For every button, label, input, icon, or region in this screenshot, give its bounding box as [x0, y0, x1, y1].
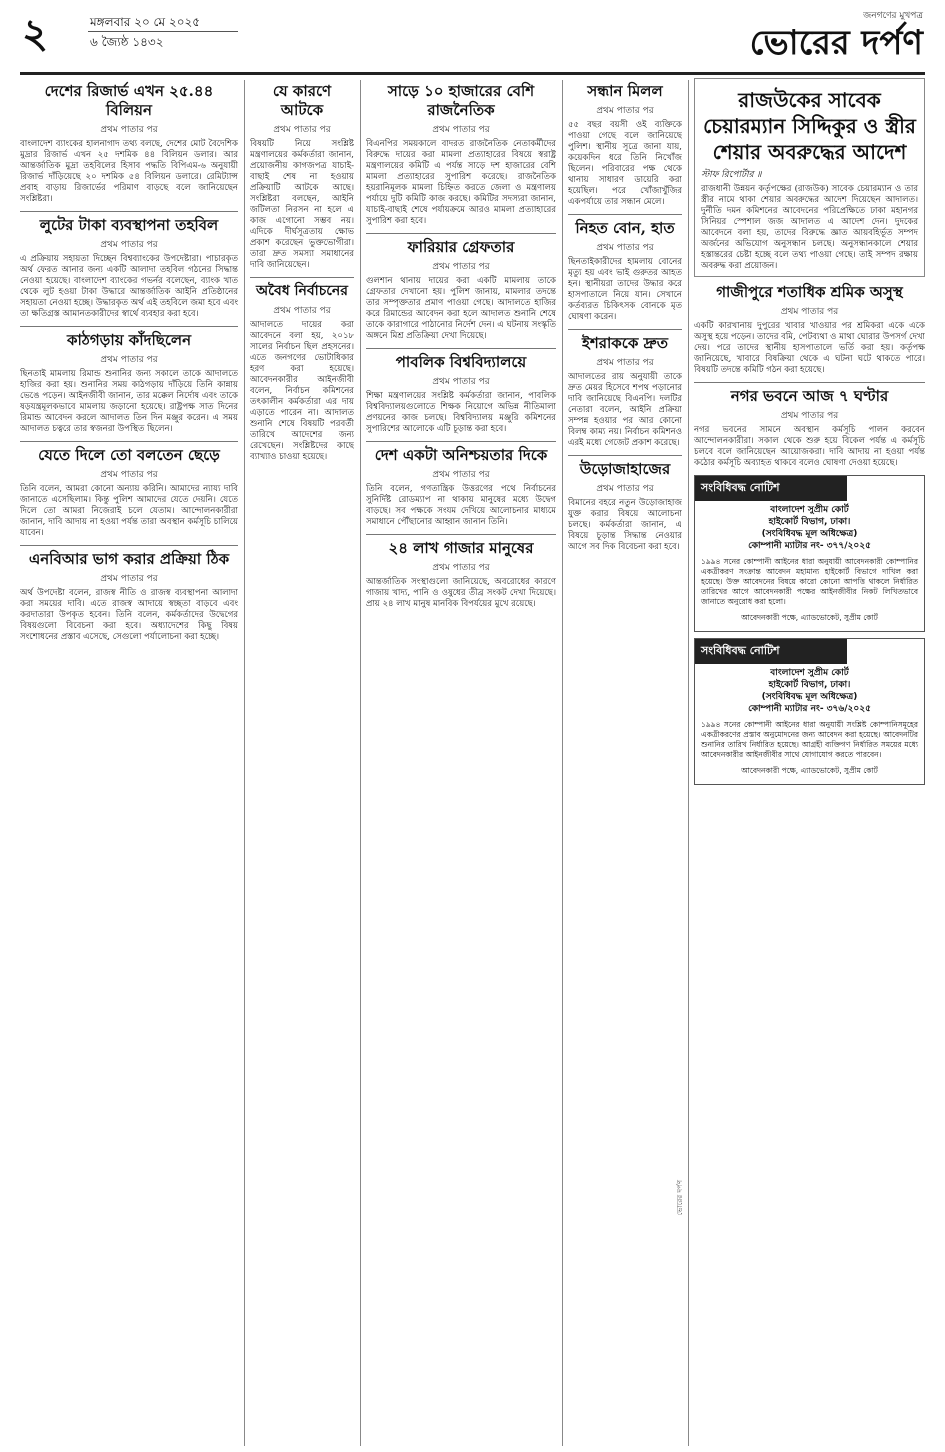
- continued-label: প্রথম পাতার পর: [432, 470, 490, 480]
- story-university[interactable]: [366, 353, 556, 435]
- notice-signature: আবেদনকারী পক্ষে, এ্যাডভোকেট, সুপ্রীম কোর্ট: [741, 766, 878, 775]
- statutory-notice[interactable]: [694, 475, 925, 632]
- headline: নিহত বোন, হাত: [575, 219, 675, 237]
- headline: ইশরাককে দ্রুত: [582, 334, 668, 352]
- continued-label: প্রথম পাতার পর: [432, 262, 490, 272]
- story-body: রাজধানী উন্নয়ন কর্তৃপক্ষের (রাজউক) সাবেক চেয়ারম্যান ও তার স্ত্রীর নামে থাকা শেয়ার অবরুদ্ধের আদেশ দিয়েছেন আদালত। দুর্নীতি দমন কমিশনের আবেদনের পরিপ্রেক্ষিতে ঢাকা মহানগর সিনিয়র স্পেশাল জজ আদালত এ আদেশ দেন। দুদকের আবেদনে বলা হয়, তাদের বিরুদ্ধে জ্ঞাত আয়বহির্ভূত সম্পদ অর্জনের অভিযোগ অনুসন্ধান চলছে। অনুসন্ধানকালে শেয়ার হস্তান্তরের চেষ্টা হচ্ছে বলে তথ্য পাওয়া গেছে। তাই সম্পদ রক্ষায় অবরুদ্ধ করা প্রয়োজন।: [701, 184, 918, 271]
- column-5: [694, 78, 925, 1444]
- column-divider: [360, 80, 361, 1446]
- story-body: আদালতের রায় অনুযায়ী তাকে দ্রুত মেয়র হিসেবে শপথ পড়ানোর দাবি জানিয়েছে বিএনপি। দলটির নেতারা বলেন, আইনি প্রক্রিয়া সম্পন্ন হওয়ার পর আর কোনো বিলম্ব কাম্য নয়। নির্বাচন কমিশনও এরই মধ্যে গেজেট প্রকাশ করেছে।: [568, 372, 682, 448]
- story-faria[interactable]: [366, 238, 556, 342]
- statutory-notice[interactable]: [694, 638, 925, 785]
- story-body: তিনি বলেন, গণতান্ত্রিক উত্তরণের পথে নির্বাচনের সুনির্দিষ্ট রোডম্যাপ না থাকায় মানুষের মধ্যে উদ্বেগ বাড়ছে। সব পক্ষকে সংযম দেখিয়ে আলোচনার মাধ্যমে সমাধানে পৌঁছানোর আহ্বান জানান তিনি।: [366, 484, 556, 527]
- column-divider: [244, 80, 245, 1446]
- divider: [20, 545, 238, 546]
- story-court[interactable]: [20, 331, 238, 435]
- continued-label: প্রথম পাতার পর: [596, 243, 654, 253]
- continued-label: প্রথম পাতার পর: [273, 306, 331, 316]
- story-sister[interactable]: [568, 219, 682, 323]
- continued-label: প্রথম পাতার পর: [100, 355, 158, 365]
- continued-label: প্রথম পাতার পর: [100, 470, 158, 480]
- continued-label: প্রথম পাতার পর: [432, 377, 490, 387]
- story-body: ছিনতাই মামলায় রিমান্ড শুনানির জন্য সকালে তাকে আদালতে হাজির করা হয়। শুনানির সময় কাঠগড়ায় দাঁড়িয়ে তিনি কান্নায় ভেঙে পড়েন। আইনজীবী জানান, তার মক্কেল নির্দোষ এবং তাকে ষড়যন্ত্রমূলকভাবে মামলায় জড়ানো হয়েছে। রাষ্ট্রপক্ষ সাত দিনের রিমান্ড আবেদন করলে আদালত তিন দিন মঞ্জুর করেন। এ সময় আদালত চত্বরে তার স্বজনরা উপস্থিত ছিলেন।: [20, 369, 238, 434]
- notice-jurisdiction: (সংবিধিবদ্ধ মূল অধিক্ষেত্র): [761, 529, 858, 539]
- story-rajuk[interactable]: [694, 78, 925, 277]
- headline: লুটের টাকা ব্যবস্থাপনা তহবিল: [39, 216, 219, 234]
- story-body: আন্তর্জাতিক সংস্থাগুলো জানিয়েছে, অবরোধের কারণে গাজায় খাদ্য, পানি ও ওষুধের তীব্র সংকট দেখা দিয়েছে। প্রায় ২৪ লাখ মানুষ মানবিক বিপর্যয়ের মুখে রয়েছে।: [366, 577, 556, 609]
- story-body: নগর ভবনের সামনে অবস্থান কর্মসূচি পালন করবেন আন্দোলনকারীরা। সকাল থেকে শুরু হয়ে বিকেল পর্যন্ত এ কর্মসূচি চলবে বলে জানিয়েছেন আয়োজকরা। দাবি আদায় না হওয়া পর্যন্ত কঠোর কর্মসূচি অব্যাহত থাকবে বলেও ঘোষণা দেওয়া হয়েছে।: [694, 425, 925, 468]
- logo-tagline: জনগণের মুখপত্র: [863, 11, 923, 21]
- continued-label: প্রথম পাতার পর: [596, 484, 654, 494]
- story-stuck[interactable]: [250, 82, 354, 271]
- continued-label: প্রথম পাতার পর: [273, 125, 331, 135]
- notice-matter: কোম্পানী ম্যাটার নং- ৩৭৬/২০২৫: [748, 704, 871, 714]
- lead-headline: রাজউকের সাবেক চেয়ারম্যান সিদ্দিকুর ও স্ত্রীর শেয়ার অবরুদ্ধের আদেশ: [703, 88, 916, 164]
- divider: [568, 455, 682, 456]
- story-body: আদালতে দায়ের করা আবেদনে বলা হয়, ২০১৮ সালের নির্বাচন ছিল প্রহসনের। এতে জনগণের ভোটাধিকার হরণ করা হয়েছে। আবেদনকারীর আইনজীবী বলেন, নির্বাচন কমিশনের তৎকালীন কর্মকর্তারা এর দায় এড়াতে পারেন না। আদালত শুনানি শেষে বিষয়টি পরবর্তী তারিখে আদেশের জন্য রেখেছেন। সংশ্লিষ্টদের কাছে ব্যাখ্যাও চাওয়া হয়েছে।: [250, 320, 354, 462]
- column-2: [250, 78, 354, 1444]
- date-bangla: ৬ জ্যৈষ্ঠ ১৪৩২: [90, 35, 164, 49]
- continued-label: প্রথম পাতার পর: [100, 574, 158, 584]
- story-election[interactable]: [250, 282, 354, 463]
- column-divider: [688, 80, 689, 1446]
- story-fund[interactable]: [20, 216, 238, 320]
- story-body: বিমানের বহরে নতুন উড়োজাহাজ যুক্ত করার বিষয়ে আলোচনা চলছে। কর্মকর্তারা জানান, এ বিষয়ে চূড়ান্ত সিদ্ধান্ত নেওয়ার আগে সব দিক বিবেচনা করা হবে।: [568, 498, 682, 552]
- story-body: এ প্রক্রিয়ায় সহায়তা দিচ্ছেন বিশ্বব্যাংকের উপদেষ্টারা। পাচারকৃত অর্থ ফেরত আনার জন্য একটি আলাদা তহবিল গঠনের সিদ্ধান্ত নেওয়া হয়েছে। বাংলাদেশ ব্যাংকের গভর্নর বলেছেন, ব্যাংক খাত থেকে লুট হওয়া টাকা উদ্ধারে আন্তর্জাতিক আইনি প্রতিষ্ঠানের সহায়তা নেওয়া হচ্ছে। উদ্ধারকৃত অর্থ এই তহবিলে জমা হবে এবং তা ক্ষতিগ্রস্ত আমানতকারীদের স্বার্থে ব্যবহার করা হবে।: [20, 254, 238, 319]
- notice-matter: কোম্পানী ম্যাটার নং- ৩৭৭/২০২৫: [748, 541, 871, 551]
- divider: [366, 534, 556, 535]
- continued-label: প্রথম পাতার পর: [100, 240, 158, 250]
- story-cases[interactable]: [366, 82, 556, 227]
- notice-body: ১৯৯৪ সনের কোম্পানী আইনের ধারা অনুযায়ী আবেদনকারী কোম্পানির একত্রীকরণ সংক্রান্ত আবেদন মহামান্য হাইকোর্ট বিভাগে দাখিল করা হয়েছে। উক্ত আবেদনের বিষয়ে কারো কোনো আপত্তি থাকলে নির্ধারিত তারিখের আগে আবেদনকারী পক্ষের আইনজীবীর নিকট লিখিতভাবে জানাতে অনুরোধ করা হলো।: [701, 557, 918, 606]
- notice-signature: আবেদনকারী পক্ষে, এ্যাডভোকেট, সুপ্রীম কোর্ট: [741, 613, 878, 622]
- headline: সন্ধান মিলল: [587, 82, 663, 100]
- divider: [366, 441, 556, 442]
- headline: উড়োজাহাজের: [579, 460, 671, 478]
- divider: [20, 326, 238, 327]
- side-credit: ভোরের দর্পণ: [676, 1180, 684, 1216]
- story-body: গুলশান থানায় দায়ের করা একটি মামলায় তাকে গ্রেফতার দেখানো হয়। পুলিশ জানায়, মামলার তদন্তে তার সম্পৃক্ততার প্রমাণ পাওয়া গেছে। আদালতে হাজির করে রিমান্ডের আবেদন করা হলে আদালত শুনানি শেষে তাকে কারাগারে পাঠানোর নির্দেশ দেন। এ ঘটনায় সংস্কৃতি অঙ্গনে মিশ্র প্রতিক্রিয়া দেখা দিয়েছে।: [366, 276, 556, 341]
- divider: [20, 441, 238, 442]
- column-1: [20, 78, 238, 1444]
- headline: নগর ভবনে আজ ৭ ঘণ্টার: [730, 387, 889, 405]
- continued-label: প্রথম পাতার পর: [432, 125, 490, 135]
- story-body: একটি কারখানায় দুপুরের খাবার খাওয়ার পর শ্রমিকরা একে একে অসুস্থ হয়ে পড়েন। তাদের বমি, পেটব্যথা ও মাথা ঘোরার উপসর্গ দেখা দেয়। পরে তাদের স্থানীয় হাসপাতালে ভর্তি করা হয়। কর্তৃপক্ষ জানিয়েছে, খাবারে বিষক্রিয়া থেকে এ ঘটনা ঘটে থাকতে পারে। বিষয়টি তদন্তে কমিটি গঠন করা হয়েছে।: [694, 321, 925, 375]
- notice-header: [695, 664, 924, 718]
- divider: [366, 233, 556, 234]
- story-body: শিক্ষা মন্ত্রণালয়ের সংশ্লিষ্ট কর্মকর্তারা জানান, পাবলিক বিশ্ববিদ্যালয়গুলোতে শিক্ষক নিয়োগে অভিন্ন নীতিমালা প্রণয়নের কাজ চলছে। বিশ্ববিদ্যালয় মঞ্জুরি কমিশনের সুপারিশের আলোকে এটি চূড়ান্ত করা হবে।: [366, 391, 556, 434]
- headline: পাবলিক বিশ্ববিদ্যালয়ে: [395, 353, 527, 371]
- column-divider: [562, 80, 563, 1446]
- story-body: তিনি বলেন, আমরা কোনো অন্যায় করিনি। আমাদের ন্যায্য দাবি জানাতে এসেছিলাম। কিন্তু পুলিশ আমাদের যেতে দেয়নি। যেতে দিলে তো আমরা নিজেরাই চলে যেতাম। আন্দোলনকারীরা জানান, দাবি আদায় না হওয়া পর্যন্ত তারা অবস্থান কর্মসূচি চালিয়ে যাবেন।: [20, 484, 238, 538]
- story-body: ছিনতাইকারীদের হামলায় বোনের মৃত্যু হয় এবং ভাই গুরুতর আহত হন। স্থানীয়রা তাদের উদ্ধার করে হাসপাতালে নিয়ে যান। সেখানে কর্তব্যরত চিকিৎসক বোনকে মৃত ঘোষণা করেন।: [568, 257, 682, 322]
- headline: দেশের রিজার্ভ এখন ২৫.৪৪ বিলিয়ন: [44, 82, 214, 119]
- story-uncertainty[interactable]: [366, 446, 556, 528]
- column-4: [568, 78, 682, 1444]
- headline: অবৈধ নির্বাচনের: [256, 283, 348, 299]
- story-leave[interactable]: [20, 446, 238, 539]
- headline: যেতে দিলে তো বলতেন ছেড়ে: [38, 446, 220, 464]
- story-gaza[interactable]: [366, 539, 556, 610]
- notice-division: হাইকোর্ট বিভাগ, ঢাকা।: [768, 680, 851, 690]
- byline: স্টাফ রিপোর্টার ॥: [701, 170, 762, 180]
- continued-label: প্রথম পাতার পর: [596, 106, 654, 116]
- continued-label: প্রথম পাতার পর: [100, 125, 158, 135]
- notice-jurisdiction: (সংবিধিবদ্ধ মূল অধিক্ষেত্র): [761, 692, 858, 702]
- divider: [694, 382, 925, 383]
- divider: [366, 348, 556, 349]
- notice-court: বাংলাদেশ সুপ্রীম কোর্ট: [770, 668, 849, 678]
- divider: [250, 277, 354, 278]
- headline: এনবিআর ভাগ করার প্রক্রিয়া ঠিক: [28, 550, 230, 568]
- story-nbr[interactable]: [20, 550, 238, 643]
- logo-name: ভোরের দর্পণ: [749, 23, 923, 63]
- story-reserve[interactable]: [20, 82, 238, 205]
- headline: কাঠগড়ায় কাঁদছিলেন: [66, 331, 192, 349]
- page-header: [0, 0, 945, 74]
- masthead-logo[interactable]: [750, 8, 923, 63]
- story-aircraft[interactable]: [568, 460, 682, 553]
- notice-tag: সংবিধিবদ্ধ নোটিশ: [695, 639, 847, 664]
- page-number: ২: [22, 10, 49, 57]
- divider: [568, 214, 682, 215]
- continued-label: প্রথম পাতার পর: [780, 307, 839, 317]
- story-body: বিএনপির সময়কালে বাদরত রাজনৈতিক নেতাকর্মীদের বিরুদ্ধে দায়ের করা মামলা প্রত্যাহারের বিষয়ে স্বরাষ্ট্র মন্ত্রণালয়ের কমিটি এ পর্যন্ত সাড়ে দশ হাজারের বেশি মামলা প্রত্যাহারের সুপারিশ করেছে। রাজনৈতিক হয়রানিমূলক মামলা চিহ্নিত করতে জেলা ও মন্ত্রণালয় পর্যায়ে দুটি কমিটি কাজ করছে। কমিটির সদস্যরা জানান, যাচাই-বাছাই শেষে পর্যায়ক্রমে আরও মামলা প্রত্যাহারের সুপারিশ করা হবে।: [366, 139, 556, 226]
- story-ishraq[interactable]: [568, 334, 682, 449]
- continued-label: প্রথম পাতার পর: [780, 411, 839, 421]
- headline: দেশ একটা অনিশ্চয়তার দিকে: [374, 446, 548, 464]
- divider: [568, 329, 682, 330]
- continued-label: প্রথম পাতার পর: [432, 563, 490, 573]
- story-body: বিষয়টি নিয়ে সংশ্লিষ্ট মন্ত্রণালয়ের কর্মকর্তারা জানান, প্রয়োজনীয় কাগজপত্র যাচাই-বাছাই শেষ না হওয়ায় প্রক্রিয়াটি আটকে আছে। সংশ্লিষ্টরা বলছেন, আইনি জটিলতা নিরসন না হলে এ কাজ এগোনো সম্ভব নয়। এদিকে দীর্ঘসূত্রতায় ক্ষোভ প্রকাশ করেছেন ভুক্তভোগীরা। তারা দ্রুত সমস্যা সমাধানের দাবি জানিয়েছেন।: [250, 139, 354, 270]
- headline: ২৪ লাখ গাজার মানুষের: [388, 539, 534, 557]
- headline: সাড়ে ১০ হাজারের বেশি রাজনৈতিক: [387, 82, 535, 119]
- headline: ফারিয়ার গ্রেফতার: [407, 238, 515, 256]
- notice-court: বাংলাদেশ সুপ্রীম কোর্ট: [770, 505, 849, 515]
- story-body: অর্থ উপদেষ্টা বলেন, রাজস্ব নীতি ও রাজস্ব ব্যবস্থাপনা আলাদা করা সময়ের দাবি। এতে রাজস্ব আদায়ে স্বচ্ছতা বাড়বে এবং করদাতারা উপকৃত হবেন। তিনি বলেন, কর্মকর্তাদের উদ্বেগের বিষয়গুলো বিবেচনা করা হবে। অধ্যাদেশের কিছু বিষয় সংশোধনের প্রস্তাব এসেছে, সেগুলো পর্যালোচনা করা হচ্ছে।: [20, 588, 238, 642]
- date-english: মঙ্গলবার ২০ মে ২০২৫: [90, 15, 201, 29]
- continued-label: প্রথম পাতার পর: [596, 358, 654, 368]
- story-body: ৫৫ বছর বয়সী ওই ব্যক্তিকে পাওয়া গেছে বলে জানিয়েছে পুলিশ। স্থানীয় সূত্রে জানা যায়, কয়েকদিন ধরে তিনি নিখোঁজ ছিলেন। পরিবারের পক্ষ থেকে থানায় সাধারণ ডায়েরি করা হয়েছিল। পরে খোঁজাখুঁজির একপর্যায়ে তার সন্ধান মেলে।: [568, 120, 682, 207]
- notice-body: ১৯৯৪ সনের কোম্পানী আইনের ধারা অনুযায়ী সংশ্লিষ্ট কোম্পানিসমূহের একত্রীকরণের প্রস্তাব অনুমোদনের জন্য আবেদন করা হয়েছে। আবেদনটির শুনানির তারিখ নির্ধারিত হয়েছে। আগ্রহী ব্যক্তিগণ নির্ধারিত সময়ের মধ্যে আবেদনকারীর আইনজীবীর সাথে যোগাযোগ করতে পারবেন।: [701, 720, 918, 759]
- story-body: বাংলাদেশ ব্যাংকের হালনাগাদ তথ্য বলছে, দেশের মোট বৈদেশিক মুদ্রার রিজার্ভ এখন ২৫ দশমিক ৪৪ বিলিয়ন ডলার। আর আন্তর্জাতিক মুদ্রা তহবিলের হিসাব পদ্ধতি বিপিএম-৬ অনুযায়ী রিজার্ভ দাঁড়িয়েছে ২০ দশমিক ৫৪ বিলিয়ন ডলারে। রেমিট্যান্স প্রবাহ বাড়ায় রিজার্ভের পরিমাণ বাড়ছে বলে জানিয়েছেন সংশ্লিষ্টরা।: [20, 139, 238, 204]
- notice-header: [695, 501, 924, 555]
- story-found[interactable]: [568, 82, 682, 208]
- headline: যে কারণে আটকে: [272, 82, 332, 119]
- header-rule: [20, 72, 925, 75]
- headline: গাজীপুরে শতাধিক শ্রমিক অসুস্থ: [716, 283, 903, 301]
- story-gazipur[interactable]: [694, 283, 925, 376]
- date-divider: [88, 31, 238, 32]
- column-3: [366, 78, 556, 1444]
- notice-tag: সংবিধিবদ্ধ নোটিশ: [695, 476, 847, 501]
- notice-division: হাইকোর্ট বিভাগ, ঢাকা।: [768, 517, 851, 527]
- story-nagar-bhaban[interactable]: [694, 387, 925, 469]
- divider: [20, 211, 238, 212]
